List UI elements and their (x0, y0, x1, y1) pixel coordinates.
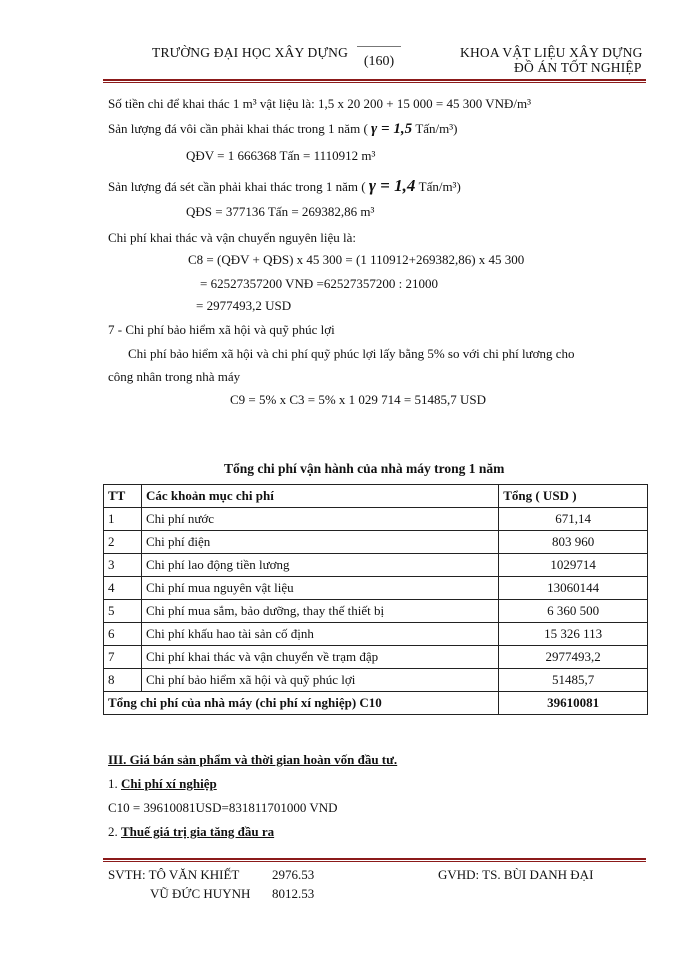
clay-text: Sản lượng đá sét cần phải khai thác trong 1 năm ( (108, 179, 366, 194)
row-item: Chi phí nước (141, 508, 498, 531)
table-row (104, 646, 648, 669)
body-line-1: Số tiền chi để khai thác 1 m³ vật liệu là: 1,5 x 20 200 + 15 000 = 45 300 VNĐ/m³ (108, 96, 532, 111)
subsection-2-label: Thuế giá trị gia tăng đầu ra (121, 824, 275, 839)
body-line-6: Chi phí khai thác và vận chuyển nguyên liệu là: (108, 230, 357, 245)
row-tt: 1 (104, 508, 142, 531)
header-rule (103, 79, 646, 83)
footer-code-2: 8012.53 (272, 886, 315, 901)
row-item: Chi phí bảo hiểm xã hội và quỹ phúc lợi (141, 669, 498, 692)
row-item: Chi phí điện (141, 531, 498, 554)
page-number: (160) (357, 46, 401, 75)
footer-student-1: SVTH: TÔ VĂN KHIẾT (108, 867, 240, 882)
row-item: Chi phí mua sắm, bảo dưỡng, thay thế thiết bị (141, 600, 498, 623)
body-line-2 (108, 121, 458, 138)
table-row (104, 531, 648, 554)
table-row (104, 669, 648, 692)
table-header-row (104, 485, 648, 508)
table-title: Tổng chi phí vận hành của nhà máy trong 1 năm (224, 461, 505, 476)
body-line-5: QĐS = 377136 Tấn = 269382,86 m³ (186, 204, 375, 219)
row-tt: 3 (104, 554, 142, 577)
row-item: Chi phí khai thác và vận chuyển về trạm đập (141, 646, 498, 669)
footer-rule (103, 858, 646, 862)
subsection-1-label: Chi phí xí nghiệp (121, 776, 217, 791)
header-faculty: KHOA VẬT LIỆU XÂY DỰNG (460, 45, 643, 60)
footer-supervisor: GVHD: TS. BÙI DANH ĐẠI (438, 867, 594, 882)
subsection-1-number: 1. (108, 776, 118, 791)
row-total: 6 360 500 (499, 600, 648, 623)
subsection-2 (108, 824, 274, 840)
row-item: Chi phí khấu hao tài sản cố định (141, 623, 498, 646)
table-row (104, 600, 648, 623)
row-total: 51485,7 (499, 669, 648, 692)
total-value: 39610081 (499, 692, 648, 715)
row-total: 671,14 (499, 508, 648, 531)
footer-code-1: 2976.53 (272, 867, 315, 882)
row-total: 2977493,2 (499, 646, 648, 669)
row-total: 1029714 (499, 554, 648, 577)
clay-gamma: γ = 1,4 (368, 176, 416, 195)
subsection-1-value: C10 = 39610081USD=831811701000 VND (108, 800, 338, 815)
limestone-text: Sản lượng đá vôi cần phải khai thác trong 1 năm ( (108, 121, 368, 136)
header-school: TRƯỜNG ĐẠI HỌC XÂY DỰNG (152, 45, 349, 60)
row-item: Chi phí mua nguyên vật liệu (141, 577, 498, 600)
table-row (104, 577, 648, 600)
header-total: Tổng ( USD ) (499, 485, 648, 508)
limestone-gamma: γ = 1,5 (371, 121, 413, 137)
row-total: 803 960 (499, 531, 648, 554)
subsection-2-number: 2. (108, 824, 118, 839)
body-line-3: QĐV = 1 666368 Tấn = 1110912 m³ (186, 148, 376, 163)
body-line-11: Chi phí bảo hiểm xã hội và chi phí quỹ phúc lợi lấy bằng 5% so với chi phí lương cho (128, 346, 575, 361)
table-row (104, 508, 648, 531)
body-line-4 (108, 176, 461, 196)
body-line-7: C8 = (QĐV + QĐS) x 45 300 = (1 110912+269382,86) x 45 300 (188, 252, 525, 267)
row-tt: 5 (104, 600, 142, 623)
table-row (104, 623, 648, 646)
total-label: Tổng chi phí của nhà máy (chi phí xí nghiệp) C10 (104, 692, 499, 715)
row-total: 13060144 (499, 577, 648, 600)
body-line-10: 7 - Chi phí bảo hiểm xã hội và quỹ phúc lợi (108, 322, 335, 337)
clay-unit: Tấn/m³) (418, 179, 461, 194)
row-tt: 8 (104, 669, 142, 692)
header-tt: TT (104, 485, 142, 508)
limestone-unit: Tấn/m³) (415, 121, 458, 136)
body-line-9: = 2977493,2 USD (196, 298, 292, 313)
row-total: 15 326 113 (499, 623, 648, 646)
header-thesis: ĐỒ ÁN TỐT NGHIỆP (514, 60, 642, 75)
footer-student-2: VŨ ĐỨC HUYNH (150, 886, 251, 901)
row-tt: 7 (104, 646, 142, 669)
subsection-1 (108, 776, 217, 792)
table-total-row (104, 692, 648, 715)
row-tt: 2 (104, 531, 142, 554)
row-tt: 4 (104, 577, 142, 600)
row-tt: 6 (104, 623, 142, 646)
header-item: Các khoản mục chi phí (141, 485, 498, 508)
cost-table (103, 484, 648, 715)
body-line-12: công nhân trong nhà máy (108, 369, 241, 384)
row-item: Chi phí lao động tiền lương (141, 554, 498, 577)
table-row (104, 554, 648, 577)
body-line-13: C9 = 5% x C3 = 5% x 1 029 714 = 51485,7 USD (230, 392, 487, 407)
section-heading: III. Giá bán sản phẩm và thời gian hoàn vốn đầu tư. (108, 752, 398, 767)
body-line-8: = 62527357200 VNĐ =62527357200 : 21000 (200, 276, 438, 291)
